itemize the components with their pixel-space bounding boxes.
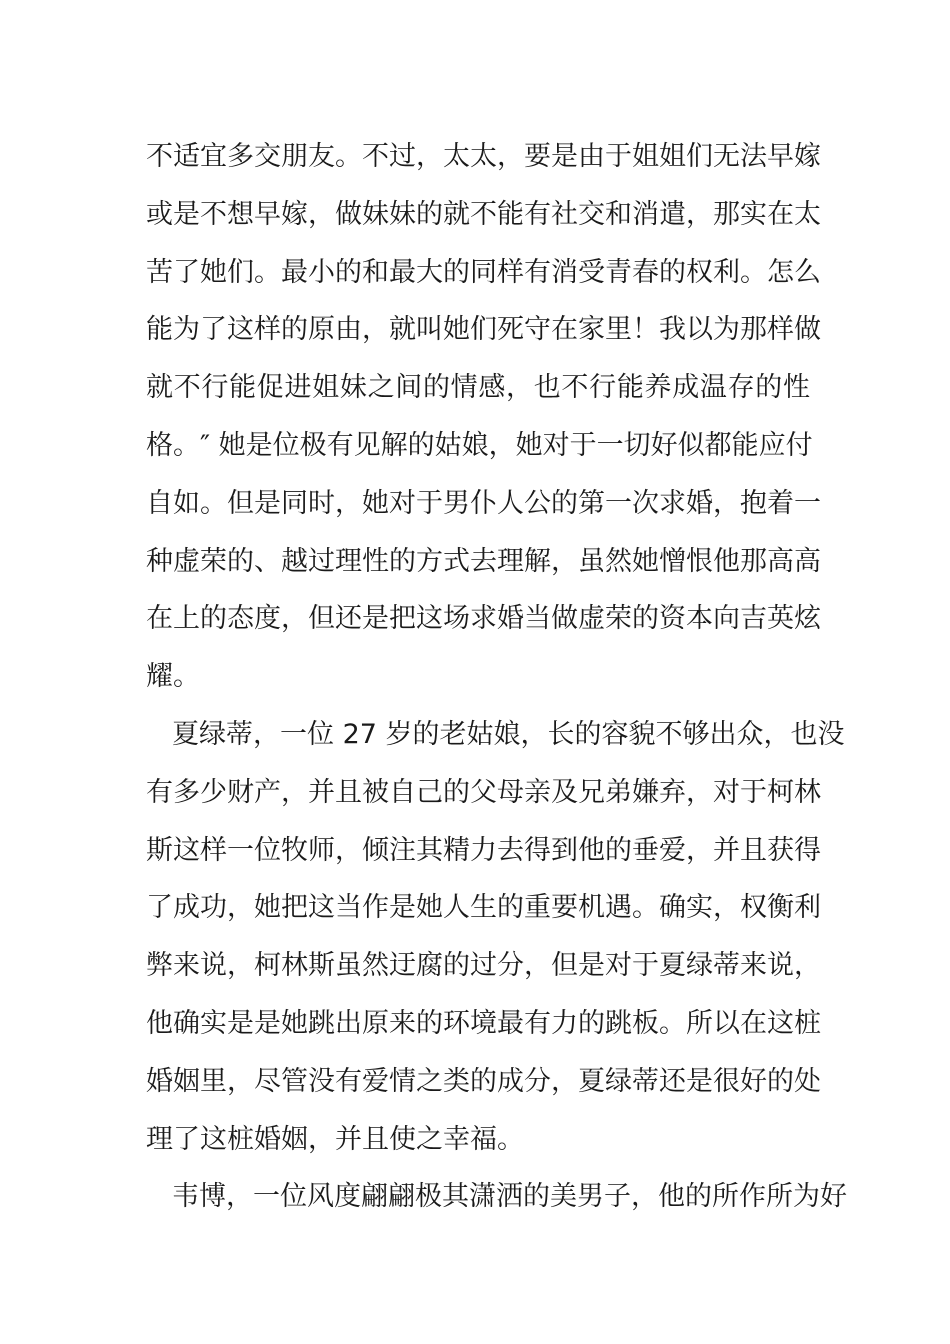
text-line: 苦了她们。最小的和最大的同样有消受青春的权利。怎么 bbox=[146, 256, 821, 288]
text-line: 他确实是是她跳出原来的环境最有力的跳板。所以在这桩 bbox=[146, 1007, 821, 1039]
text-line: 耀。 bbox=[146, 661, 200, 693]
text-line: 韦博，一位风度翩翩极其潇洒的美男子，他的所作所为好 bbox=[172, 1181, 847, 1213]
text-line: 夏绿蒂，一位 27 岁的老姑娘，长的容貌不够出众，也没 bbox=[172, 718, 845, 750]
text-line: 斯这样一位牧师，倾注其精力去得到他的垂爱，并且获得 bbox=[146, 834, 821, 866]
text-line: 婚姻里，尽管没有爱情之类的成分，夏绿蒂还是很好的处 bbox=[146, 1065, 821, 1097]
text-line: 能为了这样的原由，就叫她们死守在家里！我以为那样做 bbox=[146, 314, 821, 346]
text-line: 理了这桩婚姻，并且使之幸福。 bbox=[146, 1123, 524, 1155]
body-text bbox=[146, 128, 847, 1226]
text-line: 或是不想早嫁，做妹妹的就不能有社交和消遣，那实在太 bbox=[146, 198, 821, 230]
text-line: 不适宜多交朋友。不过，太太，要是由于姐姐们无法早嫁 bbox=[146, 141, 821, 172]
text-line: 自如。但是同时，她对于男仆人公的第一次求婚，抱着一 bbox=[146, 487, 821, 519]
text-line: 在上的态度，但还是把这场求婚当做虚荣的资本向吉英炫 bbox=[146, 603, 821, 635]
text-line: 弊来说，柯林斯虽然迂腐的过分，但是对于夏绿蒂来说， bbox=[146, 950, 821, 982]
text-line: 有多少财产，并且被自己的父母亲及兄弟嫌弃，对于柯林 bbox=[146, 776, 821, 808]
text-line: 种虚荣的、越过理性的方式去理解，虽然她憎恨他那高高 bbox=[146, 545, 821, 577]
text-line: 格。″ 她是位极有见解的姑娘，她对于一切好似都能应付 bbox=[146, 429, 813, 461]
text-line: 了成功，她把这当作是她人生的重要机遇。确实，权衡利 bbox=[146, 892, 821, 924]
text-line: 就不行能促进姐妹之间的情感，也不行能养成温存的性 bbox=[146, 372, 810, 404]
